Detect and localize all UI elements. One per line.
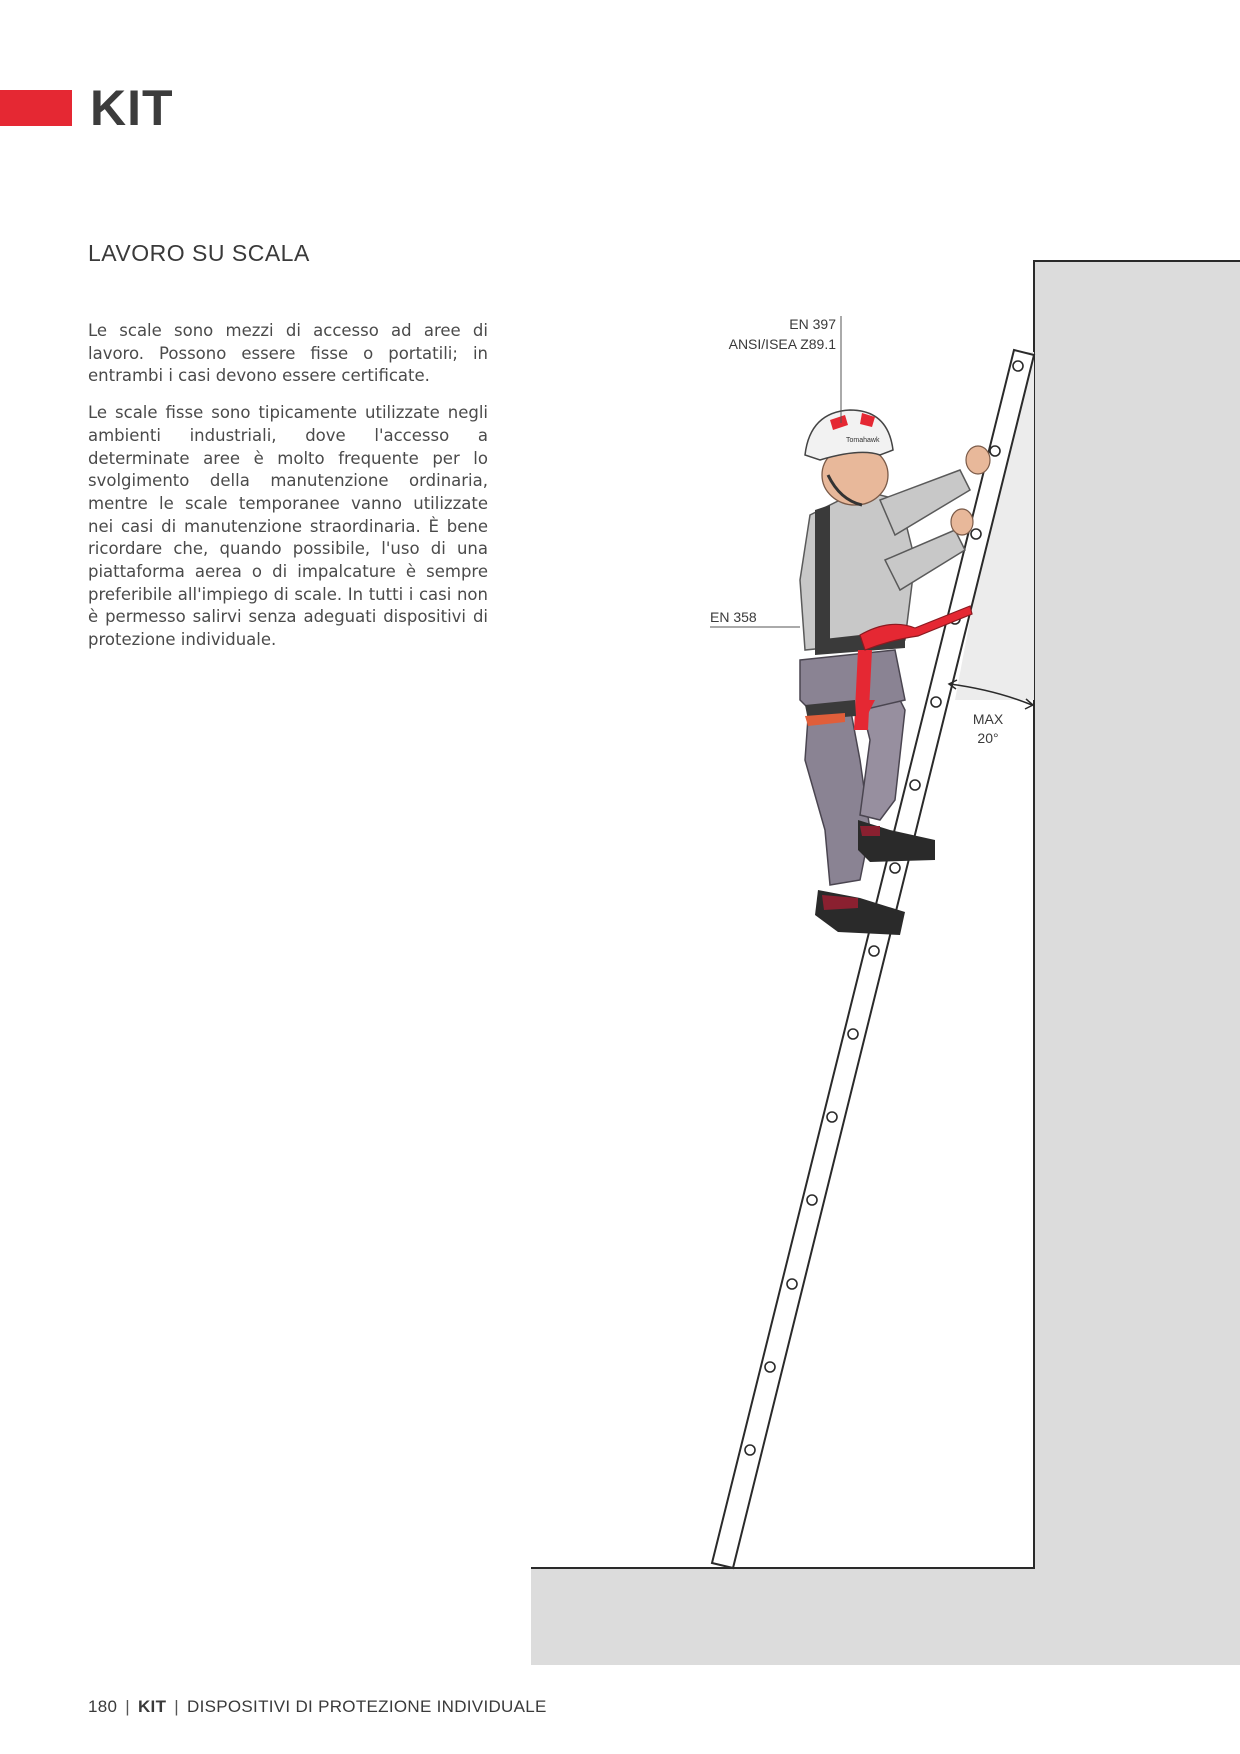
label-angle-value: 20° [977,730,999,746]
page-title: KIT [90,80,174,136]
paragraph-2: Le scale fisse sono tipicamente utilizzate negli ambienti industriali, dove l'accesso a determinate aree è molto frequente per lo svolgimento della manutenzione ordinaria, mentre le scale temporanee vanno utilizzate nei casi di manutenzione straordinaria. È bene ricordare che, quando possibile, l'uso di una piattaforma aerea o di impalcature è sempre preferibile all'impiego di scale. In tutti i casi non è permesso salirvi senza adeguati dispositivi di protezione individuale. [88,403,488,650]
label-helmet-standard-1: EN 397 [789,316,836,332]
paragraph-1: Le scale sono mezzi di accesso ad aree di lavoro. Possono essere fisse o portatili; in entrambi i casi devono essere certificate. [88,321,488,386]
page-footer [88,1697,547,1717]
label-helmet-standard-2: ANSI/ISEA Z89.1 [728,336,836,352]
helmet-brand: Tomahawk [846,437,880,444]
footer-separator: | [174,1697,179,1716]
label-harness-standard: EN 358 [710,609,757,625]
footer-section: KIT [137,1697,167,1716]
footer-separator: | [125,1697,130,1716]
section-title: LAVORO SU SCALA [88,240,310,266]
page-number: 180 [88,1697,118,1716]
label-angle-max: MAX [972,711,1004,727]
footer-category: DISPOSITIVI DI PROTEZIONE INDIVIDUALE [187,1697,547,1716]
